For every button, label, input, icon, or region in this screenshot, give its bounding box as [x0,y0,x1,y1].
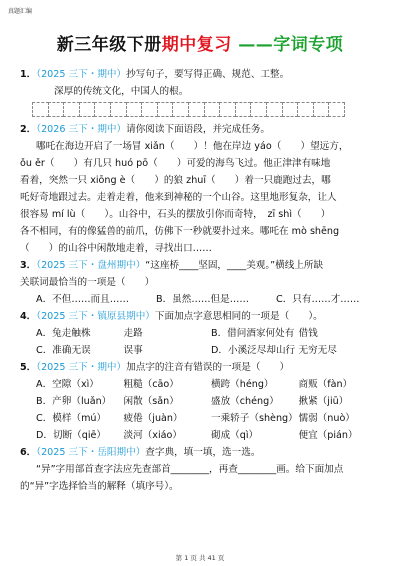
option-word: 揪紧（jiū） [298,396,349,407]
option-b-word: 借钱 [298,328,318,339]
option-word: 淡河（xiáo） [123,430,182,441]
option-b[interactable]: B．借问酒家何处有 [211,328,295,339]
option-a[interactable]: A．不但……而且…… [36,294,129,305]
writing-cell[interactable] [328,102,345,117]
writing-cell[interactable] [266,102,283,117]
option-word: D．切断（qiē） [36,430,107,441]
writing-cell[interactable] [188,102,205,117]
question-number: 5． [20,362,37,373]
options-row [20,291,386,308]
writing-cell[interactable] [282,102,299,117]
title-midterm: 期中复习 [161,35,232,55]
option-b[interactable] [20,393,386,410]
question-number: 6． [20,447,37,458]
question-text: 加点字的注音有错误的一项是（ ） [126,362,290,373]
writing-cell[interactable] [313,102,330,117]
writing-cell[interactable] [297,102,314,117]
question-5 [20,359,386,376]
option-c[interactable]: C．准确无误 [36,345,91,356]
option-b[interactable]: B．虽然……但是…… [156,294,249,305]
option-word: 一乘轿子（shèng） [211,413,298,424]
passage-line: 哪吒在海边开启了一场冒 xiǎn（ ）！他在岸边 yáo（ ）望远方， [36,141,349,152]
options-row [20,325,386,342]
option-word: 粗糙（cāo） [123,379,179,390]
option-a-word: 走路 [123,328,143,339]
question-1 [20,66,386,83]
question-number: 4． [20,311,37,322]
passage-line: （ ）的山谷中闲散地走着，寻找出口…… [20,243,212,254]
question-text: 查字典，填一填，选一选。 [145,447,261,458]
option-c[interactable] [20,410,386,427]
writing-grid[interactable] [32,102,386,117]
option-word: B．产卵（luǎn） [36,396,112,407]
question-source: （2025 三下・镇原县期中） [36,311,155,322]
writing-cell[interactable] [48,102,65,117]
question-text-cont: “异”字用部首查字法应先查部首________，再查________画。给下面加点 [36,464,344,475]
question-6 [20,444,386,461]
option-d[interactable] [20,427,386,444]
option-word: 懦弱（nuò） [298,413,355,424]
writing-cell[interactable] [141,102,158,117]
passage-line: ǒu ěr（ ）有几只 huó pō（ ）可爱的海鸟飞过。他正津津有味地 [20,158,331,169]
option-word: 商贩（fàn） [298,379,353,390]
option-word: 盛放（chéng） [211,396,279,407]
writing-cell[interactable] [157,102,174,117]
option-word: 横跨（héng） [211,379,274,390]
question-source: （2025 三下・期中） [36,362,127,373]
option-word: 砌成（qì） [211,430,259,441]
question-number: 1． [20,69,37,80]
writing-cell[interactable] [79,102,96,117]
question-text: 抄写句子，要写得正确、规范、工整。 [126,69,290,80]
question-source: （2025 三下・盘州期中） [36,260,146,271]
writing-cell[interactable] [126,102,143,117]
page-number: 第 1 页 共 41 页 [175,554,225,562]
writing-cell[interactable] [110,102,127,117]
question-number: 2． [20,124,37,135]
option-word: 疲倦（juàn） [123,413,183,424]
option-c-word: 误事 [123,345,143,356]
writing-cell[interactable] [32,102,49,117]
passage-line: 吒好奇地跟过去。走着走着，他来到神秘的一个山谷。这里地形复杂，让人 [20,192,337,203]
question-source: （2025 三下・岳阳期中） [36,447,146,458]
writing-cell[interactable] [204,102,221,117]
option-a[interactable]: A．兔走触株 [36,328,91,339]
passage-line: 很容易 mí lù（ ）。山谷中，石头的摆放引你而奇特， zī shì（ ） [20,209,331,220]
question-text-cont: 关联词最恰当的一项是（ ） [20,277,155,288]
passage-line: 看着，突然一只 xiōng è（ ）的狼 zhuī（ ）着一只鹿跑过去，哪 [20,175,331,186]
title-grade: 新三年级下册 [56,35,162,55]
source-label: 真题汇编 [8,8,33,15]
option-c[interactable]: C．只有……才…… [276,294,360,305]
option-a[interactable] [20,376,386,393]
options-row [20,342,386,359]
page-title [0,30,400,55]
writing-cell[interactable] [219,102,236,117]
question-list [20,66,386,495]
question-text: 请你阅读下面语段，并完成任务。 [126,124,271,135]
question-text: 下面加点字意思相同的一项是（ ）。 [154,311,323,322]
passage-line: 各不相同，有的像猛兽的前爪，仿佛下一秒就要扑过来。哪吒在 mò shēng [20,226,340,237]
question-source: （2026 三下・期中） [36,124,127,135]
option-word: C．模样（mú） [36,413,107,424]
writing-cell[interactable] [63,102,80,117]
option-word: 闲散（sǎn） [123,396,179,407]
option-d-word: 无穷无尽 [298,345,337,356]
copy-sentence: 深厚的传统文化，中国人的根。 [54,86,189,97]
writing-cell[interactable] [250,102,267,117]
question-number: 3． [20,260,37,271]
question-4 [20,308,386,325]
writing-cell[interactable] [94,102,111,117]
title-topic: ——字词专项 [238,35,344,55]
option-word: 便宜（pián） [298,430,358,441]
question-source: （2025 三下・期中） [36,69,127,80]
question-2 [20,121,386,138]
question-text-cont: 的“异”字选择恰当的解释（填序号）。 [20,481,179,492]
option-d[interactable]: D．小溪泛尽却山行 [211,345,296,356]
question-3 [20,257,386,274]
question-text: “这座桥____坚固，____美观。”横线上所缺 [145,260,324,271]
option-word: A．空隙（xì） [36,379,99,390]
writing-cell[interactable] [235,102,252,117]
writing-cell[interactable] [172,102,189,117]
